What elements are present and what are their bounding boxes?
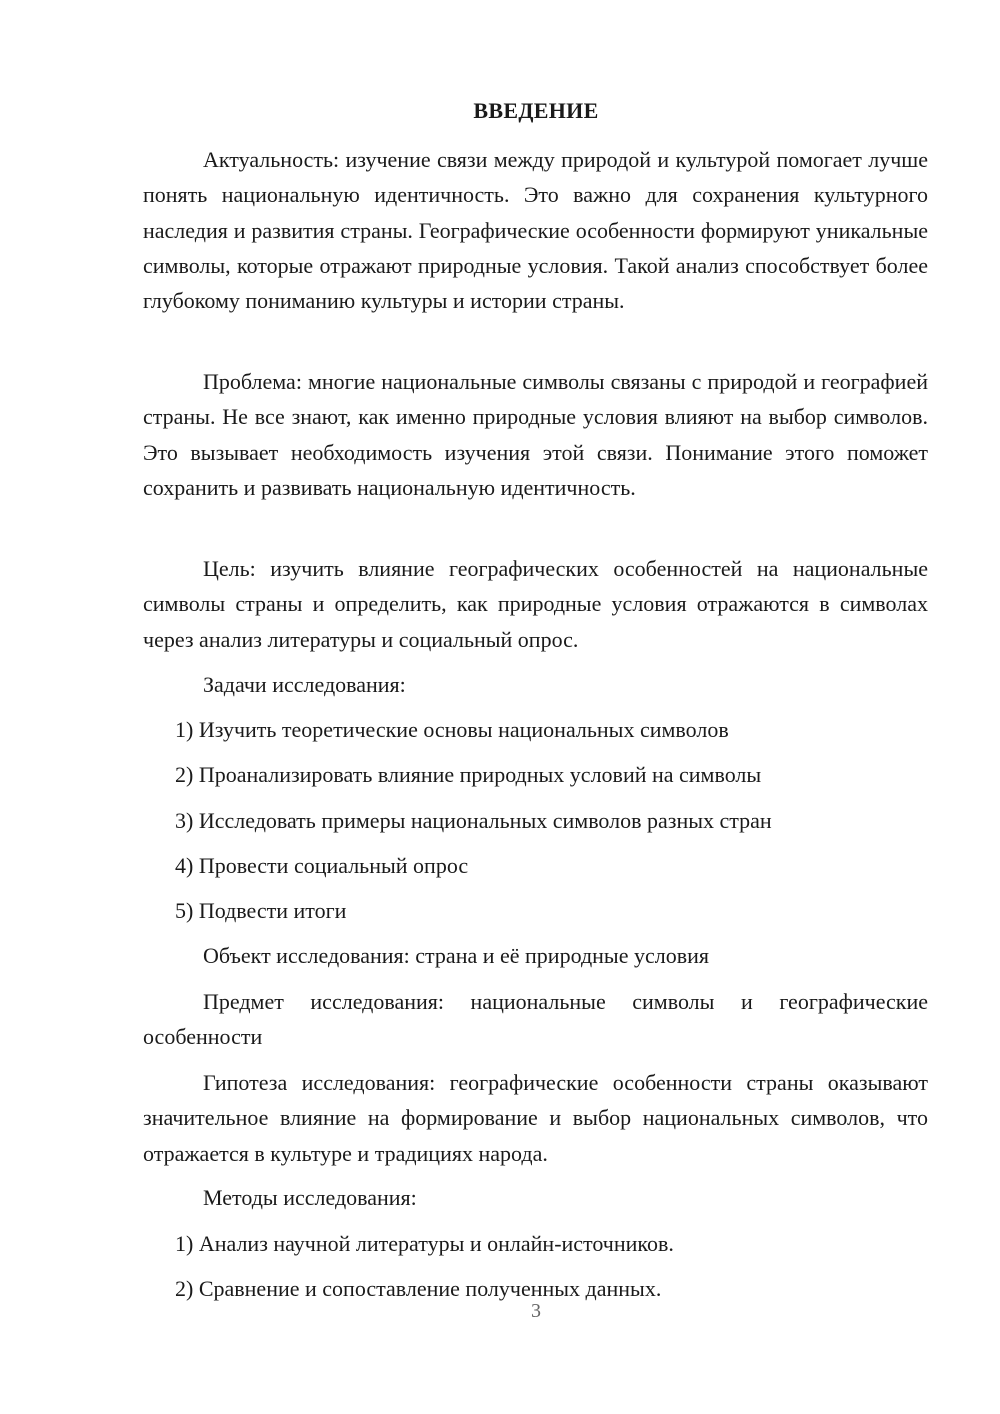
methods-section: [143, 1180, 928, 1215]
object-section: [143, 938, 928, 973]
method-item-1-wrap: [143, 1226, 928, 1261]
task-item-5-wrap: [143, 893, 928, 928]
subject-section: [143, 984, 928, 1055]
task-item-2-wrap: [143, 757, 928, 792]
methods-title: Методы исследования:: [203, 1185, 417, 1210]
research-hypothesis: Гипотеза исследования: географические особенности страны оказывают значительное влияние на формирование и выбор национальных символов, что отражается в культуре и традициях народа.: [143, 1070, 928, 1166]
problem-section: [143, 364, 928, 505]
page-heading: ВВЕДЕНИЕ: [473, 98, 599, 123]
tasks-section: [143, 667, 928, 702]
method-item: 1) Анализ научной литературы и онлайн-источников.: [175, 1231, 674, 1256]
task-item-1-wrap: [143, 712, 928, 747]
research-subject: Предмет исследования: национальные символы и географические особенности: [143, 989, 928, 1050]
relevance-paragraph: Актуальность: изучение связи между природой и культурой помогает лучше понять национальную идентичность. Это важно для сохранения культурного наследия и развития страны. Географические особенности формируют уникальные символы, которые отражают природные условия. Такой анализ способствует более глубокому пониманию культуры и истории страны.: [143, 147, 928, 314]
page-number: 3: [531, 1300, 541, 1322]
task-item: 1) Изучить теоретические основы национальных символов: [175, 717, 729, 742]
goal-paragraph: Цель: изучить влияние географических особенностей на национальные символы страны и определить, как природные условия отражаются в символах через анализ литературы и социальный опрос.: [143, 556, 928, 652]
task-item: 4) Провести социальный опрос: [175, 853, 469, 878]
task-item-4-wrap: [143, 848, 928, 883]
method-item: 2) Сравнение и сопоставление полученных данных.: [175, 1276, 662, 1301]
hypothesis-section: [143, 1065, 928, 1171]
problem-paragraph: Проблема: многие национальные символы связаны с природой и географией страны. Не все знают, как именно природные условия влияют на выбор символов. Это вызывает необходимость изучения этой связи. Понимание этого поможет сохранить и развивать национальную идентичность.: [143, 369, 928, 500]
task-item: 5) Подвести итоги: [175, 898, 347, 923]
tasks-title: Задачи исследования:: [203, 672, 406, 697]
research-object: Объект исследования: страна и её природные условия: [203, 943, 709, 968]
relevance-section: [143, 142, 928, 318]
goal-section: [143, 551, 928, 657]
task-item: 2) Проанализировать влияние природных условий на символы: [175, 762, 762, 787]
task-item: 3) Исследовать примеры национальных символов разных стран: [175, 808, 772, 833]
task-item-3-wrap: [143, 803, 928, 838]
